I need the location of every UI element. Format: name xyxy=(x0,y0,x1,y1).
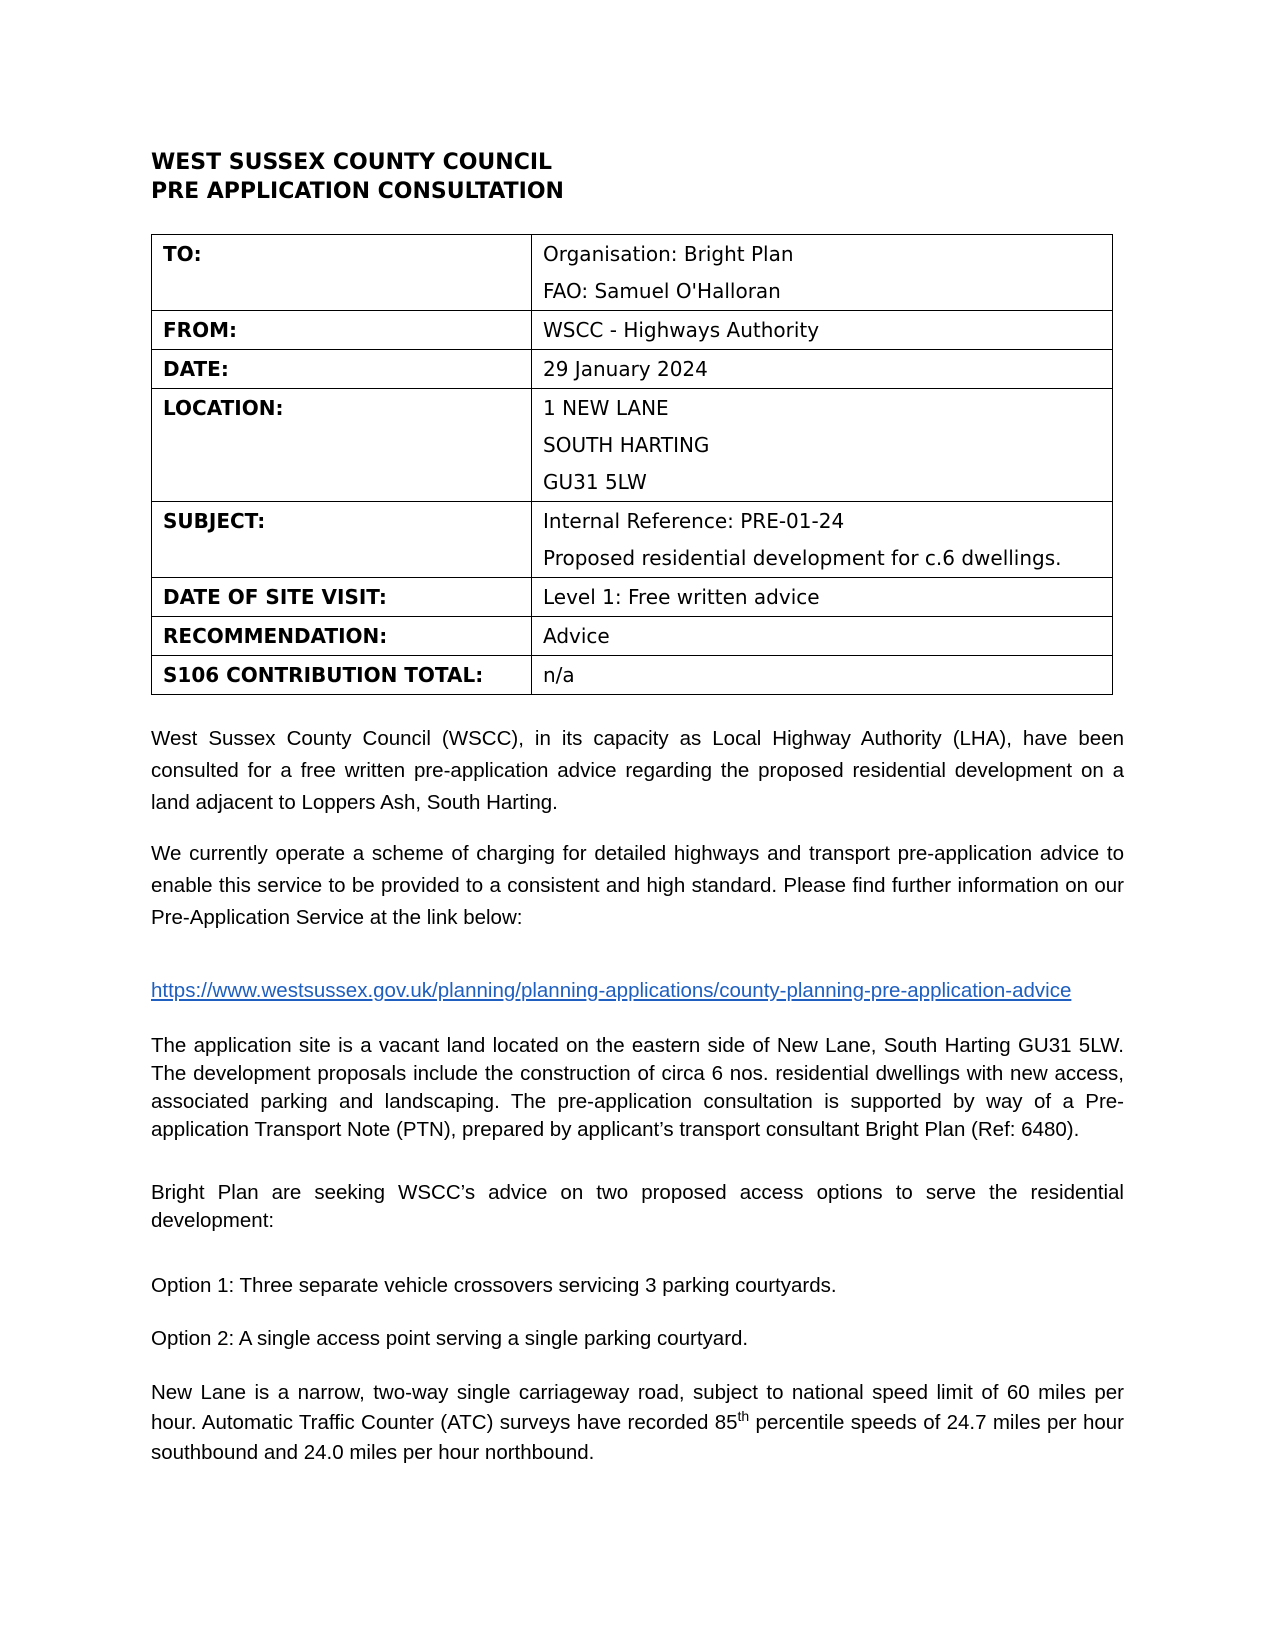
speeds-superscript: th xyxy=(737,1408,750,1425)
recommendation-label: RECOMMENDATION: xyxy=(152,617,532,656)
paragraph-site-description: The application site is a vacant land located on the eastern side of New Lane, South Harting GU31 5LW. The development proposals include the construction of circa 6 nos. residential dwellings with new access, associated parking and landscaping. The pre-application consultation is supported by way of a Pre-application Transport Note (PTN), prepared by applicant’s transport consultant Bright Plan (Ref: 6480). xyxy=(151,1034,1124,1141)
table-row-date xyxy=(152,350,1113,389)
recommendation-value: Advice xyxy=(532,617,1113,656)
to-label: TO: xyxy=(152,235,532,311)
subject-reference: Internal Reference: PRE-01-24 xyxy=(543,509,845,533)
location-line-3: GU31 5LW xyxy=(543,470,647,494)
table-row-subject xyxy=(152,502,1113,578)
site-visit-label: DATE OF SITE VISIT: xyxy=(152,578,532,617)
table-row-location xyxy=(152,389,1113,502)
pre-application-advice-link[interactable]: https://www.westsussex.gov.uk/planning/planning-applications/county-planning-pre-application-advice xyxy=(151,979,1072,1002)
from-label: FROM: xyxy=(152,311,532,350)
paragraph-option-1: Option 1: Three separate vehicle crossovers servicing 3 parking courtyards. xyxy=(151,1274,837,1297)
heading-consultation: PRE APPLICATION CONSULTATION xyxy=(151,179,564,204)
table-row-to xyxy=(152,235,1113,311)
s106-label: S106 CONTRIBUTION TOTAL: xyxy=(152,656,532,695)
table-row-recommendation xyxy=(152,617,1113,656)
document-heading xyxy=(151,148,1124,206)
paragraph-consultation-intro: West Sussex County Council (WSCC), in its capacity as Local Highway Authority (LHA), have been consulted for a free written pre-application advice regarding the proposed residential development on a land adjacent to Loppers Ash, South Harting. xyxy=(151,727,1124,814)
date-label: DATE: xyxy=(152,350,532,389)
location-line-2: SOUTH HARTING xyxy=(543,433,710,457)
speeds-text-part-1: New Lane is a narrow, two-way single carriageway road, subject to national speed limit of 60 miles per hour. Automatic Traffic Counter (ATC) surveys have recorded 85 xyxy=(151,1381,1124,1434)
to-organisation: Organisation: Bright Plan xyxy=(543,242,794,266)
location-label: LOCATION: xyxy=(152,389,532,502)
location-value xyxy=(532,389,1113,502)
to-value xyxy=(532,235,1113,311)
location-line-1: 1 NEW LANE xyxy=(543,396,669,420)
table-row-s106 xyxy=(152,656,1113,695)
s106-value: n/a xyxy=(532,656,1113,695)
heading-council: WEST SUSSEX COUNTY COUNCIL xyxy=(151,150,553,175)
document-page xyxy=(151,148,1124,1464)
subject-value xyxy=(532,502,1113,578)
paragraph-charging-scheme: We currently operate a scheme of charging for detailed highways and transport pre-application advice to enable this service to be provided to a consistent and high standard. Please find further information on our Pre-Application Service at the link below: xyxy=(151,842,1124,929)
consultation-info-table xyxy=(151,234,1113,695)
subject-description: Proposed residential development for c.6 dwellings. xyxy=(543,546,1062,570)
site-visit-value: Level 1: Free written advice xyxy=(532,578,1113,617)
table-row-from xyxy=(152,311,1113,350)
subject-label: SUBJECT: xyxy=(152,502,532,578)
to-fao: FAO: Samuel O'Halloran xyxy=(543,279,781,303)
date-value: 29 January 2024 xyxy=(532,350,1113,389)
link-paragraph xyxy=(151,976,1124,1008)
from-value: WSCC - Highways Authority xyxy=(532,311,1113,350)
speeds-text-part-2: percentile speeds of 24.7 miles per hour southbound and 24.0 miles per hour northbound. xyxy=(151,1411,1124,1464)
table-row-site-visit xyxy=(152,578,1113,617)
paragraph-access-options: Bright Plan are seeking WSCC’s advice on two proposed access options to serve the residential development: xyxy=(151,1181,1124,1232)
paragraph-new-lane-speeds xyxy=(151,1378,1124,1468)
paragraph-option-2: Option 2: A single access point serving a single parking courtyard. xyxy=(151,1327,749,1350)
